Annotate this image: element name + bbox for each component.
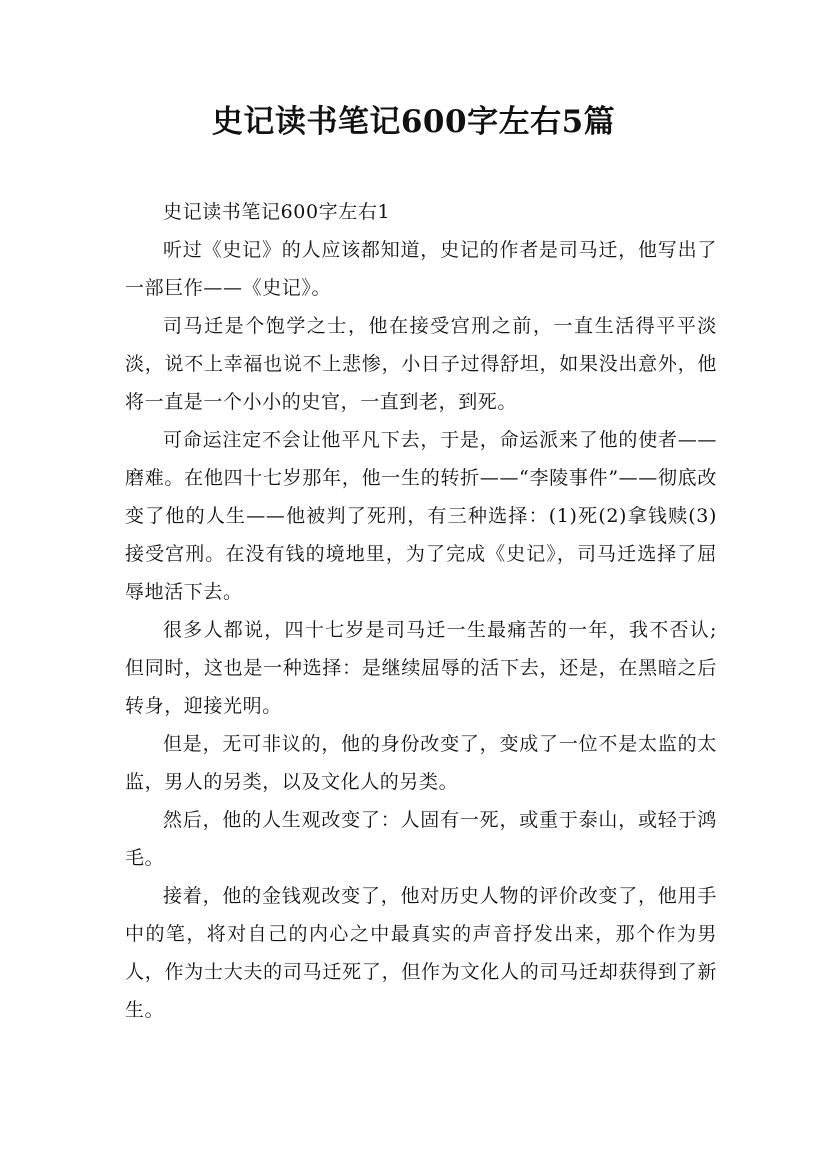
paragraph: 很多人都说，四十七岁是司马迁一生最痛苦的一年，我不否认;但同时，这也是一种选择：是继续屈辱的活下去，还是，在黑暗之后转身，迎接光明。 bbox=[125, 619, 717, 717]
document-title: 史记读书笔记600字左右5篇 bbox=[211, 104, 616, 140]
paragraph: 接着，他的金钱观改变了，他对历史人物的评价改变了，他用手中的笔，将对自己的内心之中最真实的声音抒发出来，那个作为男人，作为士大夫的司马迁死了，但作为文化人的司马迁却获得到了新生。 bbox=[125, 885, 717, 1021]
section-heading: 史记读书笔记600字左右1 bbox=[163, 201, 391, 223]
paragraph: 听过《史记》的人应该都知道，史记的作者是司马迁，他写出了一部巨作——《史记》。 bbox=[125, 239, 717, 299]
paragraph: 但是，无可非议的，他的身份改变了，变成了一位不是太监的太监，男人的另类，以及文化人的另类。 bbox=[125, 733, 717, 793]
paragraph: 可命运注定不会让他平凡下去，于是，命运派来了他的使者——磨难。在他四十七岁那年，他一生的转折——“李陵事件”——彻底改变了他的人生——他被判了死刑，有三种选择：(1)死(2)拿钱赎(3)接受宫刑。在没有钱的境地里，为了完成《史记》，司马迁选择了屈辱地活下去。 bbox=[125, 429, 717, 603]
paragraph: 然后，他的人生观改变了：人固有一死，或重于泰山，或轻于鸿毛。 bbox=[125, 809, 717, 869]
paragraph: 司马迁是个饱学之士，他在接受宫刑之前，一直生活得平平淡淡，说不上幸福也说不上悲惨，小日子过得舒坦，如果没出意外，他将一直是一个小小的史官，一直到老，到死。 bbox=[125, 315, 717, 413]
document-body bbox=[125, 193, 717, 1029]
